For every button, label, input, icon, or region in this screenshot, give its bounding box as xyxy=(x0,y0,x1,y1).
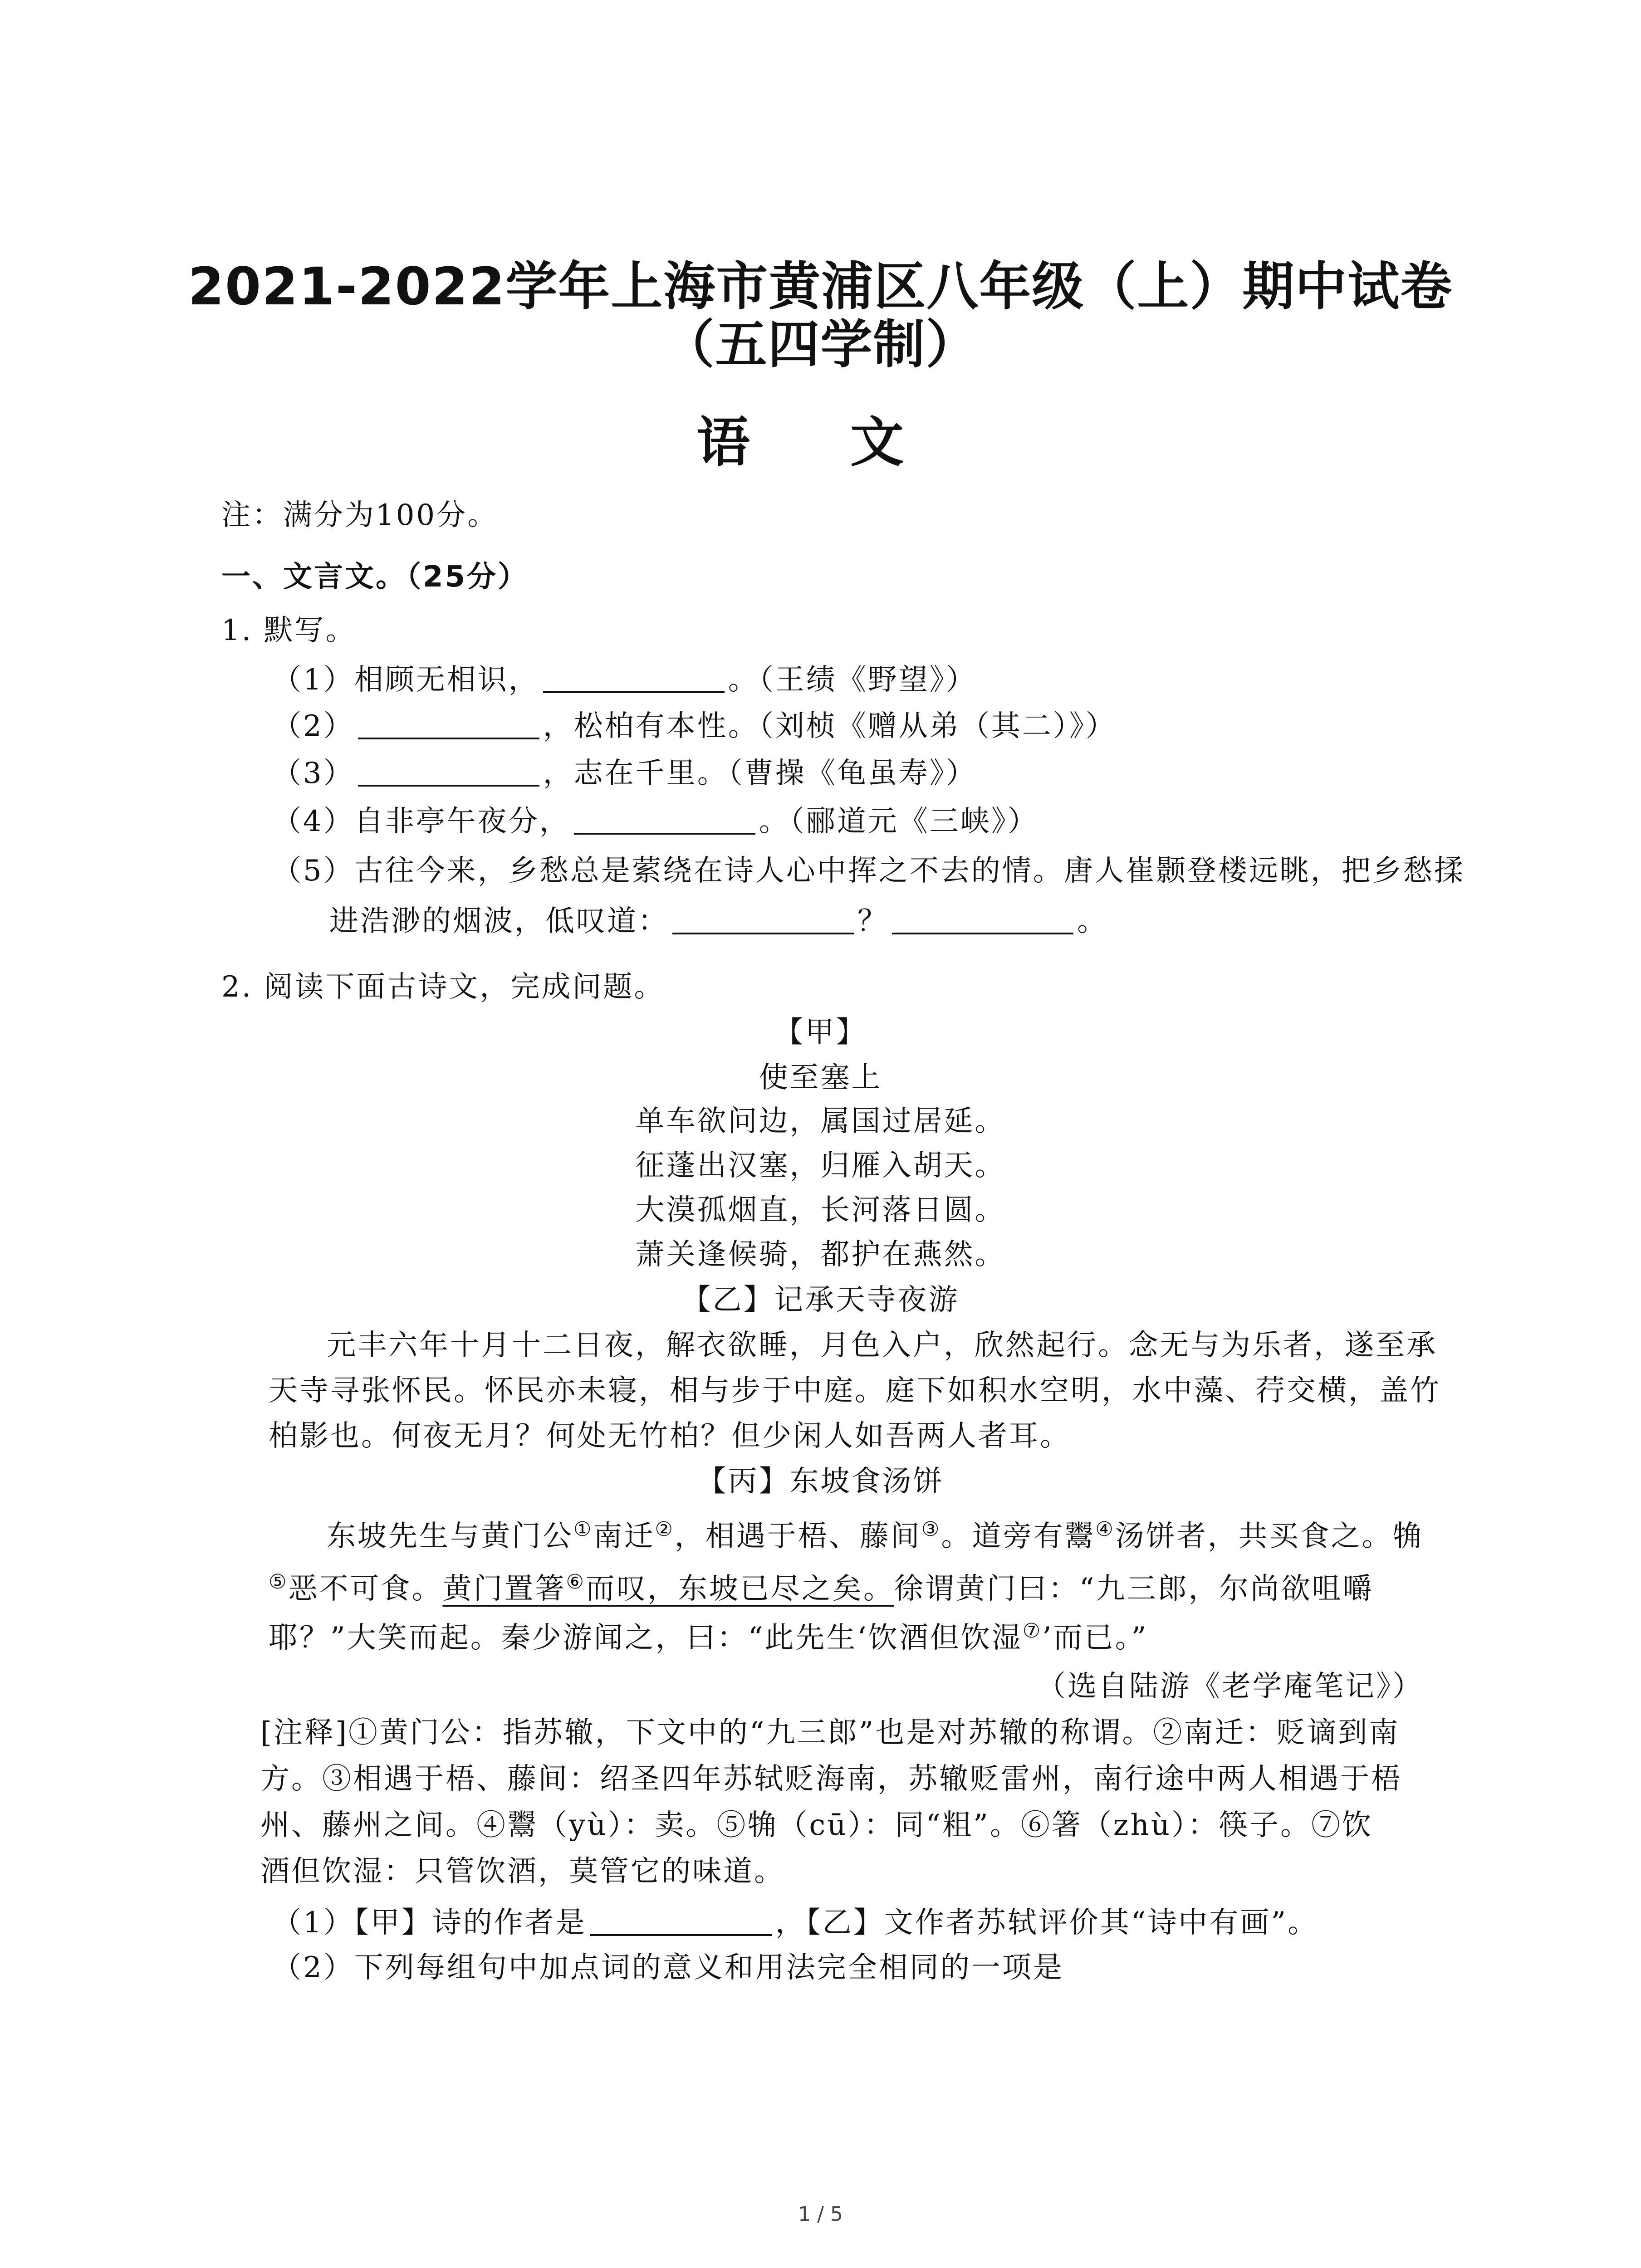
q1-item-4: （4）自非亭午夜分， 。（郦道元《三峡》） xyxy=(272,805,1038,838)
q1-item-2: （2） ，松柏有本性。（刘桢《赠从弟（其二）》） xyxy=(272,709,1117,743)
answer-blank xyxy=(574,806,755,835)
yi-title: 【乙】记承天寺夜游 xyxy=(681,1283,960,1317)
source-citation: （选自陆游《老学庵笔记》） xyxy=(1037,1670,1423,1703)
poem-line: 萧关逢候骑，都护在燕然。 xyxy=(635,1238,1006,1271)
question-2-label: 2. 阅读下面古诗文，完成问题。 xyxy=(221,970,665,1004)
score-note: 注：满分为100分。 xyxy=(221,499,499,532)
poem-line: 大漠孤烟直，长河落日圆。 xyxy=(635,1193,1006,1227)
answer-blank xyxy=(543,664,725,693)
section-heading: 一、文言文。（25分） xyxy=(221,560,529,594)
subject-heading: 语 文 xyxy=(696,411,945,474)
q2-sub-1: （1）【甲】诗的作者是 ，【乙】文作者苏轼评价其“诗中有画”。 xyxy=(272,1906,1319,1940)
bing-title: 【丙】东坡食汤饼 xyxy=(697,1465,944,1498)
page-number: 1 / 5 xyxy=(798,2203,843,2226)
poem-line: 单车欲问边，属国过居延。 xyxy=(635,1105,1006,1138)
yi-text-line: 柏影也。何夜无月？何处无竹柏？但少闲人如吾两人者耳。 xyxy=(269,1419,1071,1453)
bing-text-line: 耶？”大笑而起。秦少游闻之，曰：“此先生‘饮酒但饮湿⑦’而已。” xyxy=(269,1619,1148,1655)
answer-blank xyxy=(672,905,854,934)
q1-item-1: （1）相顾无相识， 。（王绩《野望》） xyxy=(272,663,977,697)
q1-item-3: （3） ，志在千里。（曹操《龟虽寿》） xyxy=(272,757,977,790)
poem-title: 使至塞上 xyxy=(759,1061,882,1095)
annotation-line: 方。③相遇于梧、藤间：绍圣四年苏轼贬海南，苏辙贬雷州，南行途中两人相遇于梧 xyxy=(260,1762,1402,1796)
answer-blank xyxy=(358,710,539,739)
answer-blank xyxy=(590,1907,772,1936)
yi-text-line: 元丰六年十月十二日夜，解衣欲睡，月色入户，欣然起行。念无与为乐者，遂至承 xyxy=(327,1329,1437,1362)
answer-blank xyxy=(892,905,1073,934)
jia-tag: 【甲】 xyxy=(774,1016,867,1049)
q2-sub-2: （2）下列每组句中加点词的意义和用法完全相同的一项是 xyxy=(272,1951,1064,1984)
bing-text-line: ⑤恶不可食。黄门置箸⑥而叹，东坡已尽之矣。徐谓黄门曰：“九三郎，尔尚欲咀嚼 xyxy=(269,1570,1374,1606)
annotation-line: 州、藤州之间。④鬻（yù）：卖。⑤觕（cū）：同“粗”。⑥箸（zhù）：筷子。⑦饮 xyxy=(260,1809,1373,1842)
answer-blank xyxy=(358,758,539,787)
exam-title: 2021-2022学年上海市黄浦区八年级（上）期中试卷 xyxy=(188,256,1453,317)
underlined-sentence: 黄门置箸⑥而叹，东坡已尽之矣。 xyxy=(442,1570,894,1606)
annotation-line: 酒但饮湿：只管饮酒，莫管它的味道。 xyxy=(260,1855,785,1888)
poem-line: 征蓬出汉塞，归雁入胡天。 xyxy=(635,1149,1006,1183)
q1-item-5-line-1: （5）古往今来，乡愁总是萦绕在诗人心中挥之不去的情。唐人崔颢登楼远眺，把乡愁揉 xyxy=(272,854,1465,888)
q1-item-5-line-2: 进浩渺的烟波，低叹道： ？ 。 xyxy=(329,904,1108,938)
annotation-line: [注释]①黄门公：指苏辙，下文中的“九三郎”也是对苏辙的称谓。②南迁：贬谪到南 xyxy=(260,1716,1400,1750)
bing-text-line: 东坡先生与黄门公①南迁②，相遇于梧、藤间③。道旁有鬻④汤饼者，共买食之。觕 xyxy=(327,1518,1424,1553)
yi-text-line: 天寺寻张怀民。怀民亦未寝，相与步于中庭。庭下如积水空明，水中藻、荇交横，盖竹 xyxy=(269,1374,1441,1408)
question-1-label: 1. 默写。 xyxy=(221,614,357,647)
exam-subtitle: （五四学制） xyxy=(662,314,979,375)
